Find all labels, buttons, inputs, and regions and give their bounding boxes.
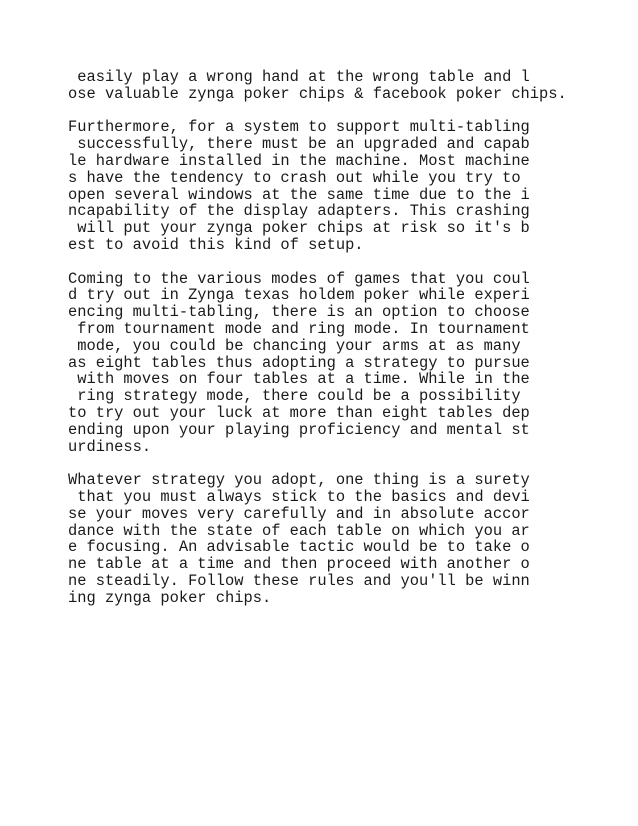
paragraph-4 (68, 472, 628, 606)
paragraph-3 (68, 271, 628, 456)
text-line: ring strategy mode, there could be a possibility (68, 387, 530, 406)
text-line: ne steadily. Follow these rules and you'll be winn (68, 571, 530, 590)
text-line: ose valuable zynga poker chips & facebook poker chips. (68, 84, 567, 103)
text-line: le hardware installed in the machine. Most machine (68, 151, 530, 170)
text-line: s have the tendency to crash out while you try to (68, 168, 530, 187)
text-line: from tournament mode and ring mode. In tournament (68, 319, 530, 338)
text-line: e focusing. An advisable tactic would be to take o (68, 538, 530, 557)
text-line: mode, you could be chancing your arms at as many (68, 336, 530, 355)
text-line: Coming to the various modes of games that you coul (68, 269, 530, 288)
text-line: open several windows at the same time due to the i (68, 185, 530, 204)
paragraph-2 (68, 119, 628, 253)
text-line: ing zynga poker chips. (68, 588, 272, 607)
text-line: that you must always stick to the basics and devi (68, 487, 530, 506)
paragraph-1 (68, 69, 628, 103)
text-line: as eight tables thus adopting a strategy to pursue (68, 353, 530, 372)
text-line: easily play a wrong hand at the wrong table and l (68, 68, 530, 86)
text-line: se your moves very carefully and in absolute accor (68, 504, 530, 523)
text-line: will put your zynga poker chips at risk so it's b (68, 219, 530, 238)
text-line: urdiness. (68, 437, 152, 456)
text-line: encing multi-tabling, there is an option to choose (68, 303, 530, 322)
text-line: ne table at a time and then proceed with another o (68, 555, 530, 574)
text-line: Whatever strategy you adopt, one thing is a surety (68, 471, 530, 490)
text-line: to try out your luck at more than eight tables dep (68, 403, 530, 422)
text-line: Furthermore, for a system to support multi-tabling (68, 118, 530, 137)
text-line: with moves on four tables at a time. While in the (68, 370, 530, 389)
text-line: d try out in Zynga texas holdem poker while experi (68, 286, 530, 305)
text-line: ncapability of the display adapters. This crashing (68, 202, 530, 221)
text-line: successfully, there must be an upgraded and capab (68, 135, 530, 154)
document-body (68, 69, 628, 623)
text-line: dance with the state of each table on which you ar (68, 521, 530, 540)
text-line: est to avoid this kind of setup. (68, 235, 364, 254)
text-line: ending upon your playing proficiency and mental st (68, 420, 530, 439)
